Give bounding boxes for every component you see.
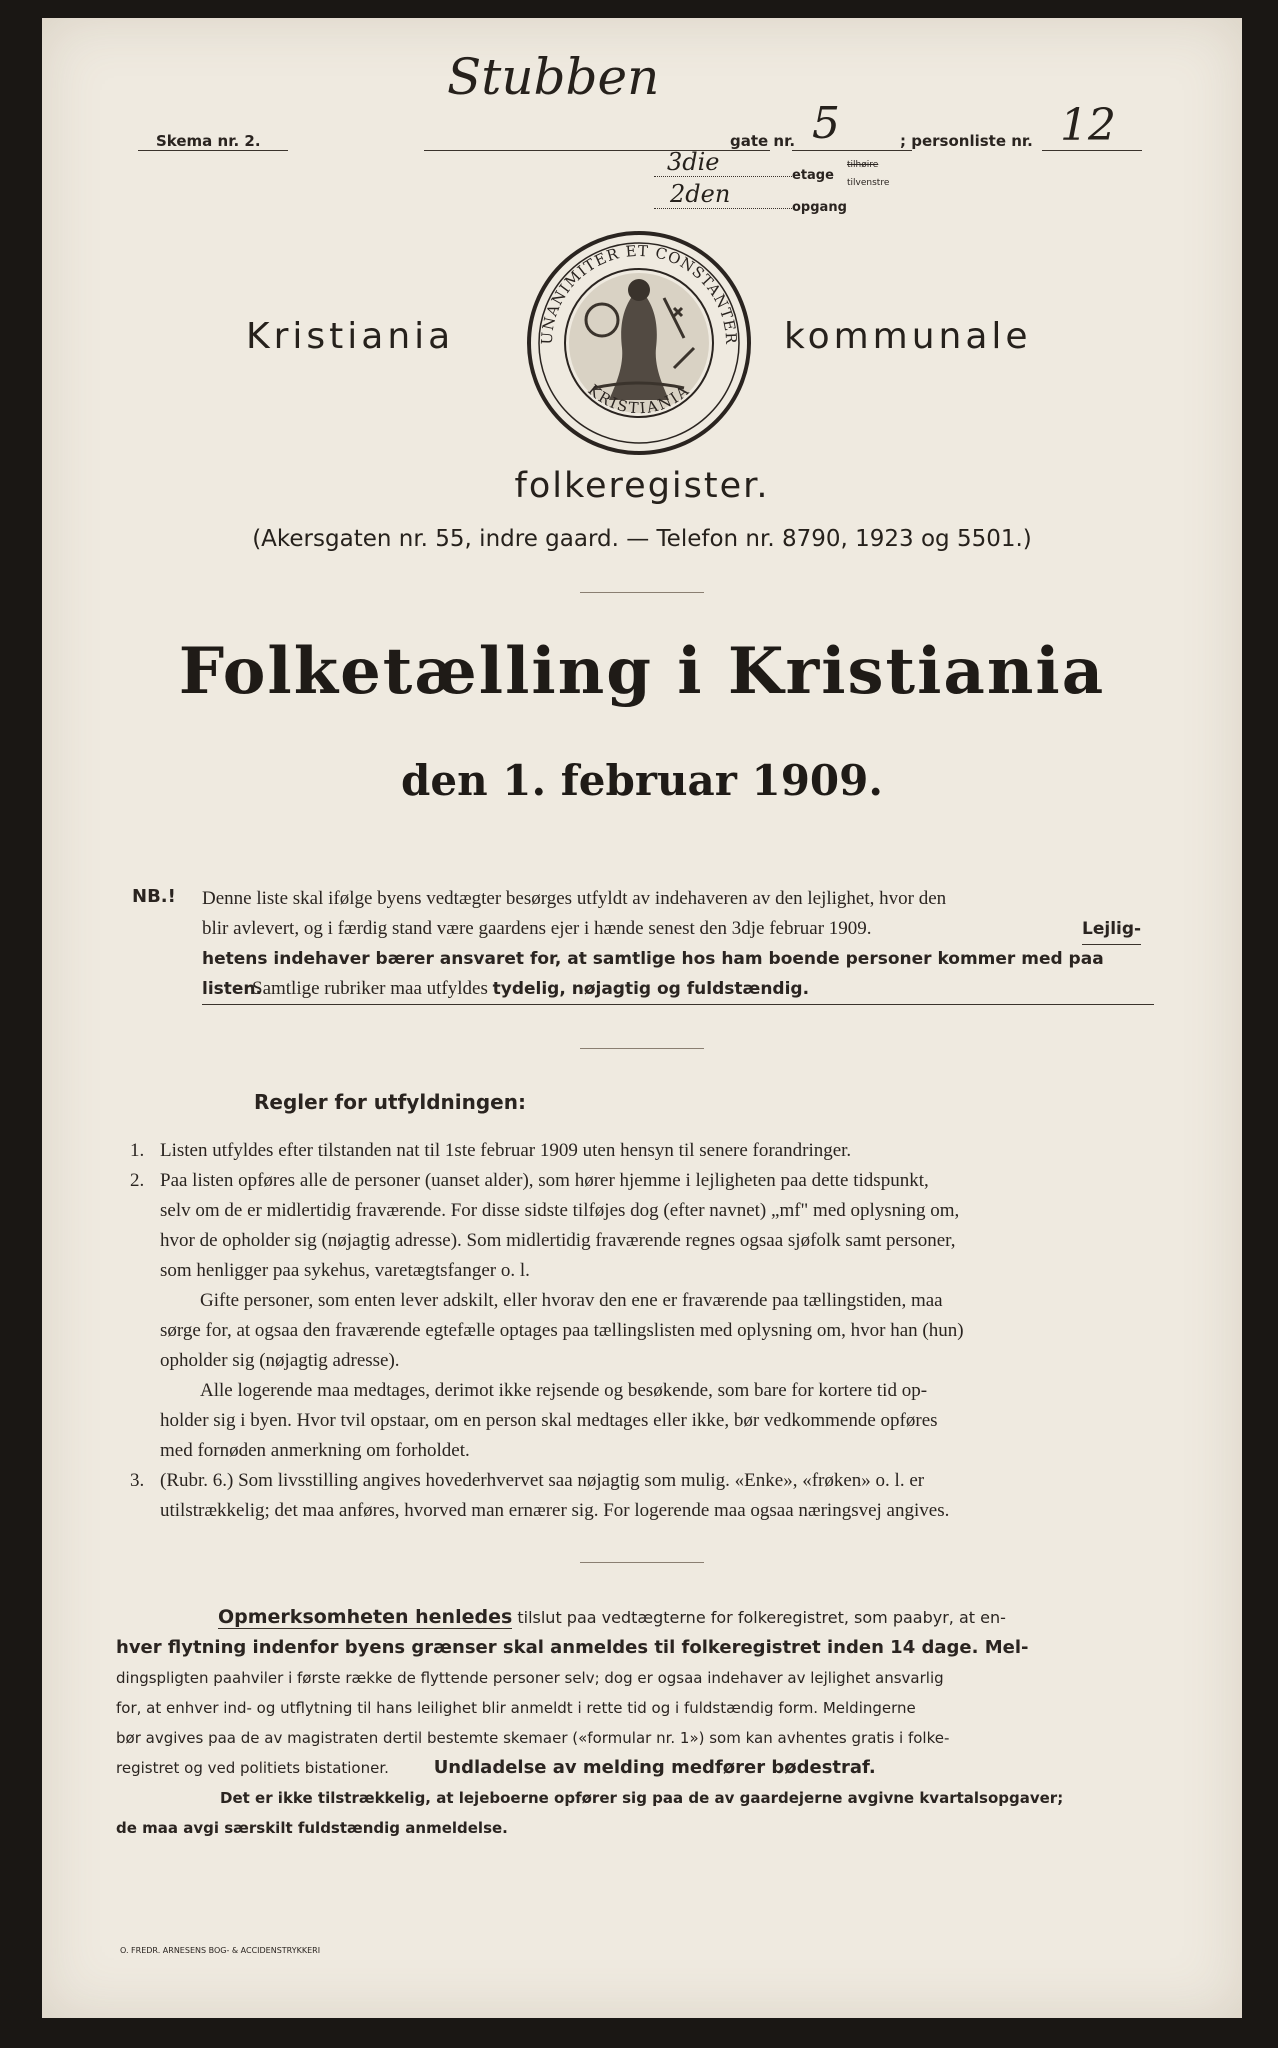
notice-line-8: Det er ikke tilstrækkelig, at lejeboerne opfører sig paa de av gaardejerne avgivne kvartalsopgaver; <box>220 1789 1064 1807</box>
etage-venstre: tilvenstre <box>847 178 890 188</box>
document-page <box>42 18 1242 2018</box>
rule-2b-line-3: opholder sig (nøjagtig adresse). <box>160 1350 400 1371</box>
folkeregister-label: folkeregister. <box>514 466 770 506</box>
rule-2c-line-1: Alle logerende maa medtages, derimot ikke rejsende og besøkende, som bare for kortere tid op- <box>200 1380 928 1401</box>
rule-2c-line-2: holder sig i byen. Hvor tvil opstaar, om en person skal medtages eller ikke, bør vedkommende opføres <box>160 1410 938 1431</box>
notice-line-2: hver flytning indenfor byens grænser skal anmeldes til folkeregistret inden 14 dage. Mel- <box>116 1637 1029 1658</box>
notice-line-6-text: registret og ved politiets bistationer. <box>116 1759 389 1777</box>
main-title: Folketælling i Kristiania <box>178 634 1106 709</box>
personliste-number: 12 <box>1060 100 1116 151</box>
nb-line-3: hetens indehaver bærer ansvaret for, at samtlige hos ham boende personer kommer med paa listen. <box>202 944 1154 1005</box>
etage-hoire: tilhøire <box>847 160 879 170</box>
gate-underline <box>792 150 912 151</box>
seal-text-bottom: KRISTIANIA <box>584 380 694 418</box>
skema-label: Skema nr. 2. <box>156 132 261 150</box>
nb-line-2b: Lejlig- <box>1082 914 1141 945</box>
gate-number: 5 <box>812 98 840 149</box>
city-seal <box>524 228 754 458</box>
nb-line-1: Denne liste skal ifølge byens vedtægter besørges utfyldt av indehaveren av den lejlighet, hvor den <box>202 888 947 909</box>
rule-item-3 <box>130 1466 1150 1526</box>
main-date: den 1. februar 1909. <box>400 756 883 805</box>
rule-item-1 <box>130 1136 1150 1166</box>
rule-1-line: Listen utfyldes efter tilstanden nat til 1ste februar 1909 uten hensyn til senere forandringer. <box>160 1140 852 1161</box>
opgang-underline <box>654 208 792 209</box>
notice-lead: Opmerksomheten henledes <box>218 1606 513 1628</box>
rule-2-line-2: selv om de er midlertidig fraværende. For disse sidste tilføjes dog (efter navnet) „mf" med oplysning om, <box>160 1200 960 1221</box>
rule-3-line-2: utilstrækkelig; det maa anføres, hvorved man ernærer sig. For logerende maa ogsaa næringsvej angives. <box>160 1500 950 1521</box>
personliste-label: ; personliste nr. <box>900 132 1033 150</box>
opgang-value: 2den <box>670 180 731 208</box>
heading-kommunale: kommunale <box>784 316 1032 357</box>
nb-line-2a: blir avlevert, og i færdig stand være gaardens ejer i hænde senest den 3dje februar 1909. <box>202 918 872 939</box>
notice-line-4: for, at enhver ind- og utflytning til hans leilighet blir anmeldt i rette tid og i fuldstændig form. Meldingerne <box>116 1699 916 1717</box>
rule-item-2b <box>130 1286 1150 1376</box>
opgang-label: opgang <box>792 200 847 215</box>
etage-underline <box>654 176 792 177</box>
rules-heading: Regler for utfyldningen: <box>254 1090 526 1114</box>
rule-2-number: 2. <box>130 1170 145 1191</box>
divider-2 <box>580 1048 704 1049</box>
nb-line-4b: tydelig, nøjagtig og fuldstændig. <box>492 979 810 999</box>
rule-2b-line-1: Gifte personer, som enten lever adskilt, eller hvorav den ene er fraværende paa tællingstiden, maa <box>200 1290 943 1311</box>
skema-underline <box>138 150 288 151</box>
notice-line-6 <box>116 1753 1156 1783</box>
address-line: (Akersgaten nr. 55, indre gaard. — Telefon nr. 8790, 1923 og 5501.) <box>252 526 1032 552</box>
heading-kristiania: Kristiania <box>246 316 455 357</box>
rule-2c-line-3: med fornøden anmerkning om forholdet. <box>160 1440 470 1461</box>
divider-1 <box>580 592 704 593</box>
notice-line-1-text: tilslut paa vedtægterne for folkeregistret, som paabyr, at en- <box>517 1608 1006 1627</box>
nb-label: NB.! <box>132 886 176 907</box>
gate-label: gate nr. <box>730 132 796 150</box>
notice-line-5: bør avgives paa de av magistraten dertil bestemte skemaer («formular nr. 1») som kan avhentes gratis i folke- <box>116 1729 950 1747</box>
rule-item-2 <box>130 1166 1150 1286</box>
rule-1-number: 1. <box>130 1140 145 1161</box>
rule-3-number: 3. <box>130 1470 145 1491</box>
printer-imprint: O. FREDR. ARNESENS BOG- & ACCIDENSTRYKKERI <box>120 1946 321 1955</box>
notice-line-9: de maa avgi særskilt fuldstændig anmeldelse. <box>116 1819 508 1837</box>
seal-text-top: UNANIMITER ET CONSTANTER <box>537 241 741 346</box>
divider-3 <box>580 1562 704 1563</box>
notice-line-3: dingspligten paahviler i første række de flyttende personer selv; dog er ogsaa indehaver av lejlighet ansvarlig <box>116 1669 944 1687</box>
rules-list <box>130 1136 1150 1526</box>
rule-2-line-4: som henligger paa sykehus, varetægtsfanger o. l. <box>160 1260 530 1281</box>
rule-2-line-3: hvor de opholder sig (nøjagtig adresse). Som midlertidig fraværende regnes ogsaa sjøfolk samt personer, <box>160 1230 956 1251</box>
rule-2b-line-2: sørge for, at ogsaa den fraværende egtefælle optages paa tællingslisten med oplysning om, hvor han (hun) <box>160 1320 964 1341</box>
etage-label: etage <box>792 168 834 183</box>
rule-item-2c <box>130 1376 1150 1466</box>
notice-penalty: Undladelse av melding medfører bødestraf. <box>433 1757 876 1778</box>
etage-value: 3die <box>667 148 720 176</box>
street-handwritten: Stubben <box>447 48 660 106</box>
nb-line-4a: Samtlige rubriker maa utfyldes <box>252 978 488 999</box>
rule-2-line-1: Paa listen opføres alle de personer (uanset alder), som hører hjemme i lejligheten paa dette tidspunkt, <box>160 1170 929 1191</box>
notice-line-1 <box>116 1602 1156 1633</box>
seal-graphic <box>524 228 754 458</box>
rule-3-line-1: (Rubr. 6.) Som livsstilling angives hovederhvervet saa nøjagtig som mulig. «Enke», «frøken» o. l. er <box>160 1470 925 1491</box>
personliste-underline <box>1042 150 1142 151</box>
notice-block <box>116 1602 1156 1843</box>
nb-line-4 <box>252 974 809 1005</box>
